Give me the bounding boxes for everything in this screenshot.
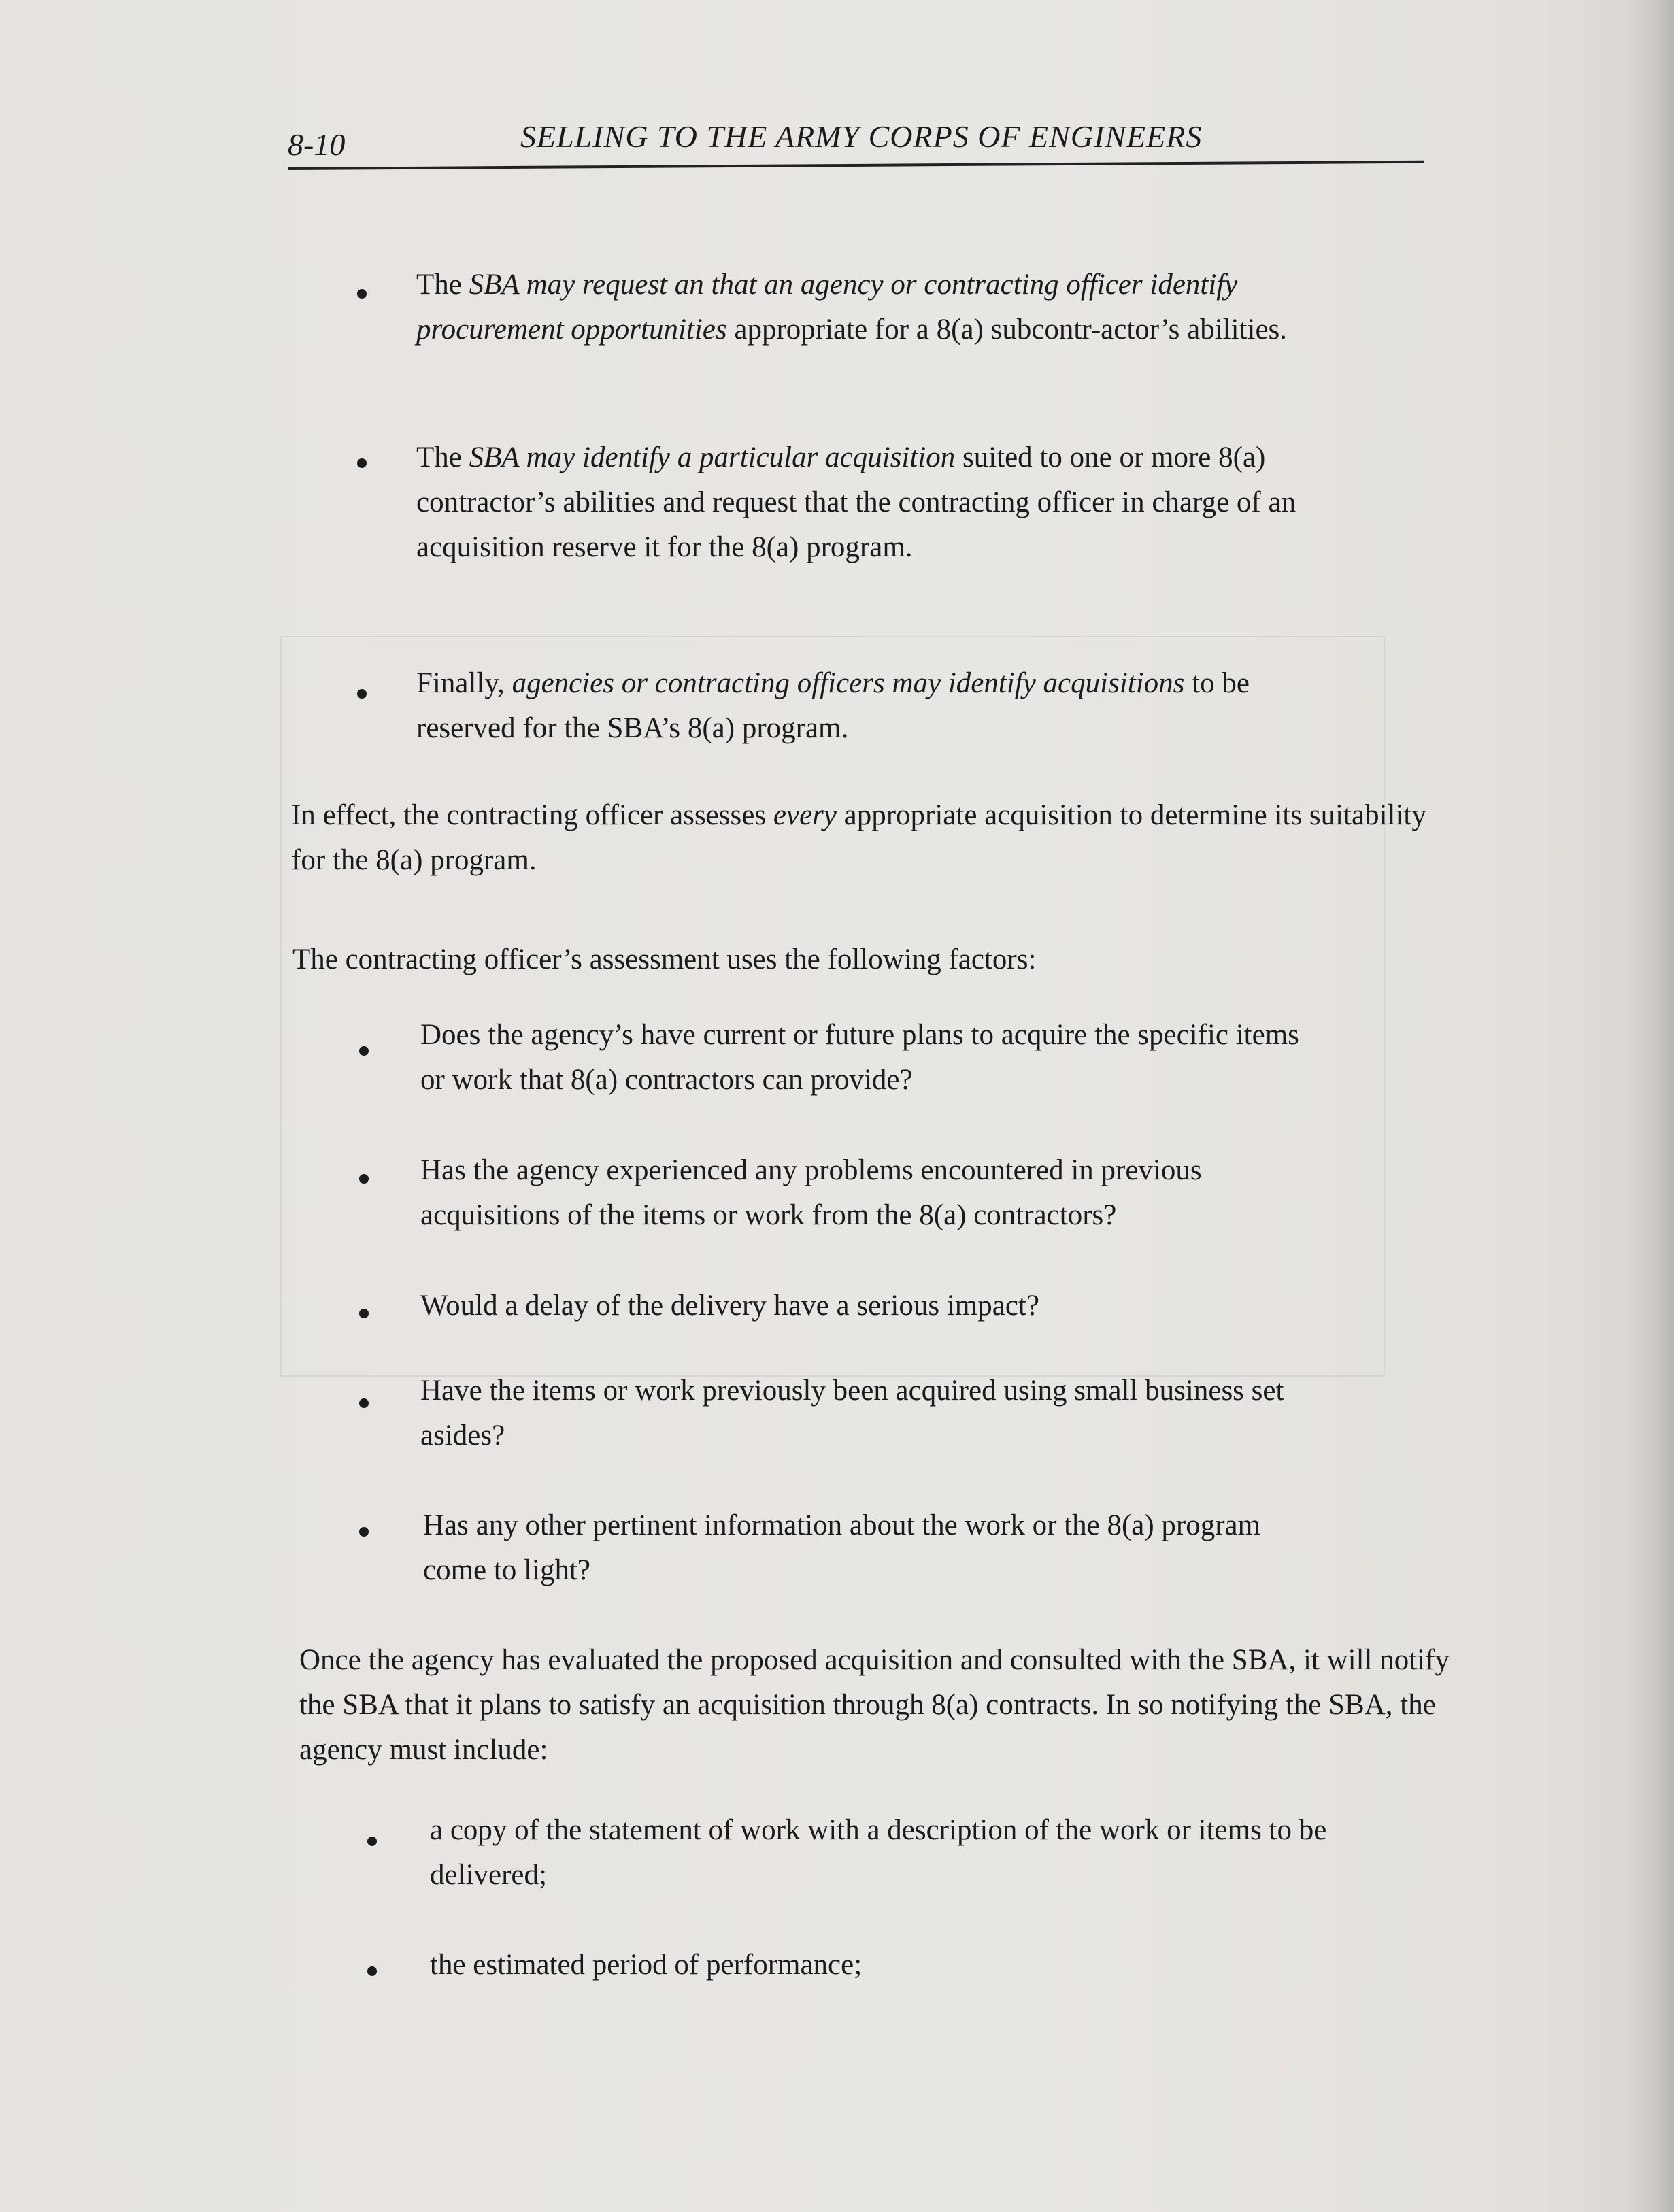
paragraph-effect: [291, 793, 1434, 883]
bullet-text: Has any other pertinent information about the work or the 8(a) program come to light?: [423, 1509, 1261, 1586]
bullet-dot: [367, 1837, 377, 1846]
bullet-dot: [359, 1046, 369, 1056]
paragraph-text: appropriate acquisition to determine its suitability for the 8(a) program.: [291, 799, 1426, 876]
bullet-dot: [367, 1966, 377, 1976]
bullet-dot: [359, 1527, 369, 1537]
bullet-text: [416, 263, 1313, 352]
bullet-text-part: to be reserved for the SBA’s 8(a) program.: [416, 667, 1250, 744]
running-title: SELLING TO THE ARMY CORPS OF ENGINEERS: [520, 119, 1203, 154]
bullet-text: a copy of the statement of work with a description of the work or items to be delivered;: [430, 1814, 1327, 1891]
bullet-text: Has the agency experienced any problems encountered in previous acquisitions of the items or work from the 8(a) contractors?: [420, 1154, 1202, 1231]
paragraph-factors: The contracting officer’s assessment uses the following factors:: [292, 943, 1037, 975]
bullet-text-part: The: [416, 441, 469, 473]
bullet-text: Have the items or work previously been acquired using small business set asides?: [420, 1375, 1284, 1452]
bullet-dot: [357, 689, 367, 699]
bullet-dot: [357, 289, 367, 299]
bullet-text-part: The: [416, 269, 469, 301]
bullet-text: [416, 435, 1321, 570]
page-edge-shadow: [1626, 0, 1674, 2212]
bullet-text: [416, 661, 1321, 751]
paragraph-notify: Once the agency has evaluated the proposed acquisition and consulted with the SBA, it will notify the SBA that it plans to satisfy an acquisition through 8(a) contracts. In so notifying the SBA, the agency must include:: [299, 1644, 1450, 1766]
bullet-text-part: appropriate for a 8(a) subcontr-actor’s abilities.: [726, 314, 1288, 346]
bullet-text-part: agencies or contracting officers may identify acquisitions: [512, 667, 1185, 699]
bullet-dot: [357, 458, 367, 468]
page-number: 8-10: [288, 127, 346, 162]
bullet-text: Does the agency’s have current or future plans to acquire the specific items or work that 8(a) contractors can provide?: [420, 1019, 1299, 1096]
bullet-dot: [359, 1309, 369, 1318]
bullet-text-part: SBA may identify a particular acquisition: [469, 441, 956, 473]
bullet-text-part: Finally,: [416, 667, 512, 699]
bullet-dot: [359, 1174, 369, 1184]
bullet-text-part: suited to one or more 8(a) contractor’s abilities and request that the contracting officer in charge of an acquisition reserve it for the 8(a) program.: [416, 441, 1296, 563]
paragraph-emphasis: every: [773, 799, 837, 831]
bullet-text: the estimated period of performance;: [430, 1949, 863, 1981]
bullet-text-part: SBA may request an that an agency or contracting officer identify procurement opportunities: [416, 269, 1238, 346]
paragraph-text: In effect, the contracting officer assesses: [291, 799, 773, 831]
bullet-dot: [359, 1398, 369, 1408]
page-header: [288, 114, 1424, 169]
bullet-text: Would a delay of the delivery have a serious impact?: [420, 1290, 1039, 1322]
